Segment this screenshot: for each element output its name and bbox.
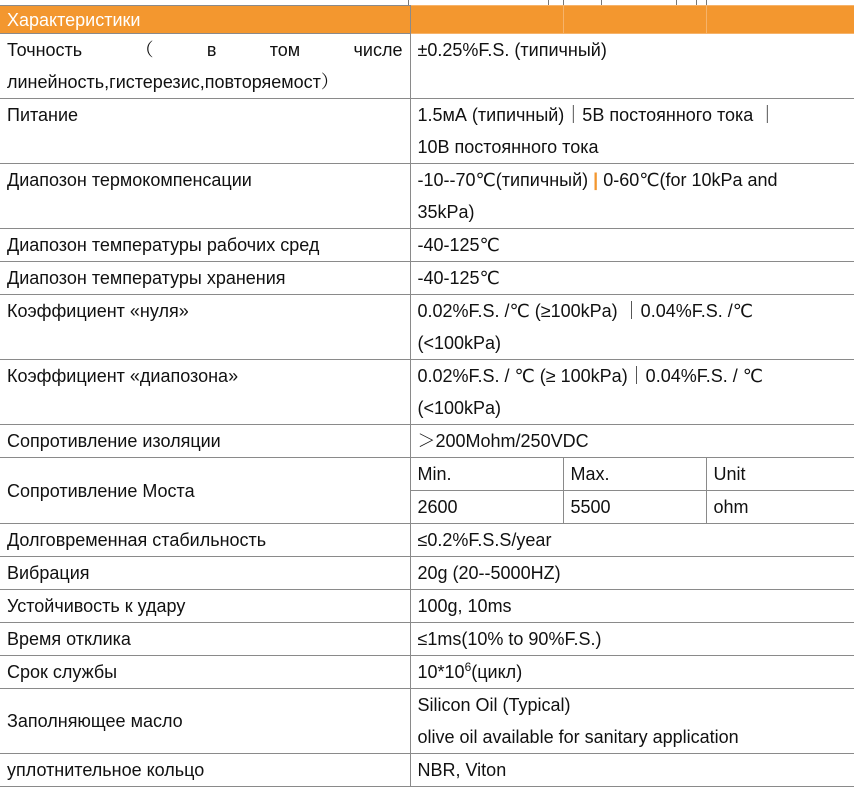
span-coef-line1: 0.02%F.S. / ℃ (≥ 100kPa)｜0.04%F.S. / ℃ [417,366,763,386]
zero-coef-line2: (<100kPa) [417,333,502,353]
span-coef-value [410,360,854,425]
vibration-value: 20g (20--5000HZ) [410,557,854,590]
table-row [0,295,854,360]
zero-coef-label: Коэффициент «нуля» [0,295,410,360]
seal-value: NBR, Viton [410,754,854,787]
compensation-value-line2: 35kPa) [417,202,475,222]
seal-label: уплотнительное кольцо [0,754,410,787]
table-row [0,458,854,491]
fill-oil-value [410,689,854,754]
header-title: Характеристики [0,6,410,34]
lifetime-value [410,656,854,689]
span-coef-line2: (<100kPa) [417,398,502,418]
power-label: Питание [0,99,410,164]
table-row [0,34,854,99]
stability-label: Долговременная стабильность [0,524,410,557]
table-row [0,425,854,458]
lifetime-base: 10*10 [417,662,465,682]
stability-value: ≤0.2%F.S.S/year [410,524,854,557]
bridge-label: Сопротивление Моста [0,458,410,524]
vibration-label: Вибрация [0,557,410,590]
orange-separator: | [593,170,599,190]
label-word: （ [135,40,154,60]
label-word: числе [353,40,403,60]
insulation-label: Сопротивление изоляции [0,425,410,458]
operating-temp-value: -40-125℃ [410,229,854,262]
span-coef-label: Коэффициент «диапозона» [0,360,410,425]
header-row [0,6,854,34]
table-row [0,99,854,164]
header-cell [706,6,854,34]
label-word: Точность [7,40,83,60]
lifetime-suffix: (цикл) [471,662,523,682]
bridge-min-header: Min. [410,458,563,491]
table-row [0,164,854,229]
power-value [410,99,854,164]
response-value: ≤1ms(10% to 90%F.S.) [410,623,854,656]
table-row [0,689,854,754]
compensation-value-line1 [418,164,848,196]
table-row [0,557,854,590]
bridge-unit-header: Unit [706,458,854,491]
table-row [0,590,854,623]
response-label: Время отклика [0,623,410,656]
table-row [0,360,854,425]
power-value-line1: 1.5мА (типичный)｜5В постоянного тока ｜ [417,105,777,125]
compensation-label: Диапозон термокомпенсации [0,164,410,229]
compensation-part2: 0-60℃(for 10kPa and [603,170,778,190]
power-value-line2: 10В постоянного тока [417,137,599,157]
bridge-unit-value: ohm [706,491,854,524]
accuracy-value: ±0.25%F.S. (типичный) [410,34,854,99]
bridge-min-value: 2600 [410,491,563,524]
lifetime-label: Срок службы [0,656,410,689]
table-row [0,623,854,656]
table-row [0,229,854,262]
operating-temp-label: Диапозон температуры рабочих сред [0,229,410,262]
accuracy-label [0,34,410,99]
accuracy-label-line2: линейность,гистерезис,повторяемост） [7,72,339,92]
table-row [0,524,854,557]
storage-temp-value: -40-125℃ [410,262,854,295]
compensation-part1: -10--70℃(типичный) [417,170,589,190]
zero-coef-value [410,295,854,360]
lifetime-exponent: 6 [464,660,472,674]
label-word: том [269,40,301,60]
fill-oil-line2: olive oil available for sanitary application [417,727,739,747]
table-row [0,262,854,295]
shock-label: Устойчивость к удару [0,590,410,623]
bridge-max-header: Max. [563,458,706,491]
shock-value: 100g, 10ms [410,590,854,623]
label-word: в [206,40,217,60]
compensation-value [410,164,854,229]
fill-oil-label: Заполняющее масло [0,689,410,754]
insulation-value: ＞200Mohm/250VDC [410,425,854,458]
table-row [0,754,854,787]
header-cell [410,6,563,34]
accuracy-label-line1 [7,34,403,66]
fill-oil-line1: Silicon Oil (Typical) [417,695,571,715]
spec-table [0,5,854,787]
table-row [0,656,854,689]
storage-temp-label: Диапозон температуры хранения [0,262,410,295]
zero-coef-line1: 0.02%F.S. /℃ (≥100kPa) ｜0.04%F.S. /℃ [417,301,753,321]
header-cell [563,6,706,34]
bridge-max-value: 5500 [563,491,706,524]
